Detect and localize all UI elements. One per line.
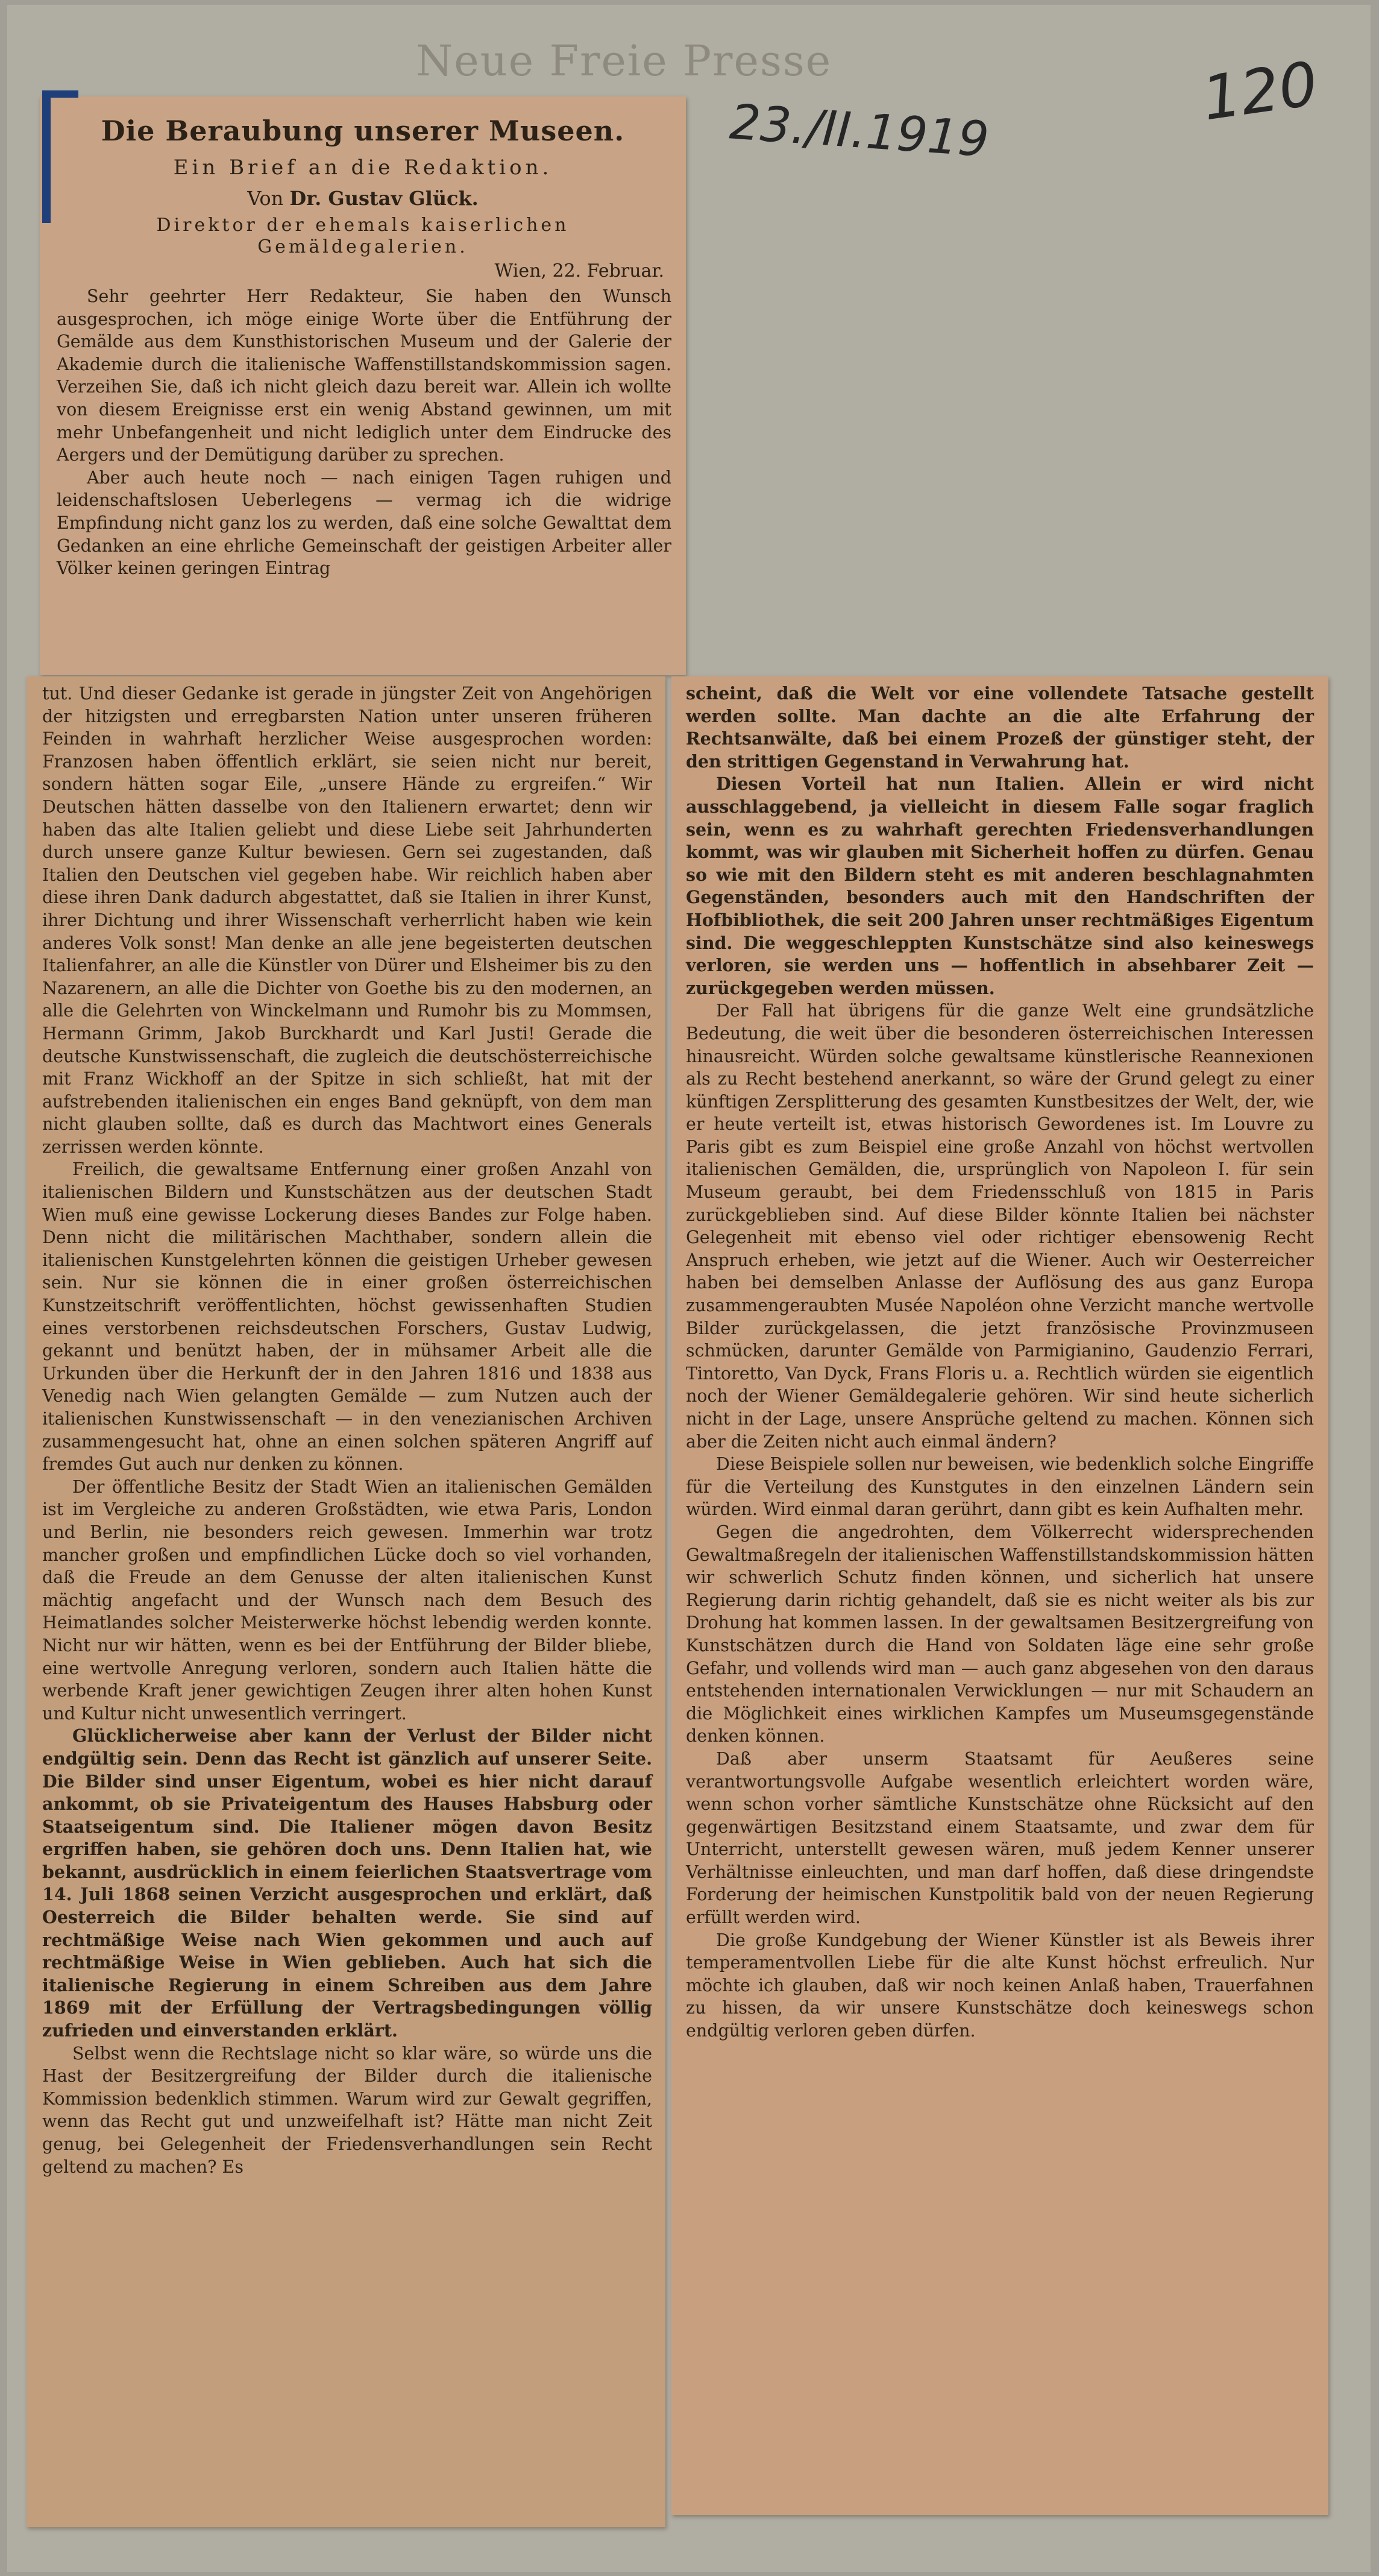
paragraph: Der öffentliche Besitz der Stadt Wien an italienischen Gemälden ist im Vergleiche zu anderen Großstädten, wie etwa Paris, London und Berlin, nie besonders reich gewesen. Immerhin war trotz mancher großen und empfindlichen Lücke doch so viel vorhanden, daß die Freude an dem Genusse der alten italienischen Kunst mächtig angefacht und der Wunsch nach dem Besuch des Heimatlandes solcher Meisterwerke höchst lebendig werden konnte. Nicht nur wir hätten, wenn es bei der Entführung der Bilder bliebe, eine wertvolle Anregung verloren, sondern auch Italien hätte die werbende Kraft jener gewichtigen Zeugen ihrer alten hohen Kunst und Kultur nicht unwesentlich verringert. bbox=[42, 1476, 652, 1724]
author-position: Direktor der ehemals kaiserlichen Gemäldegalerien. bbox=[156, 215, 570, 257]
article-dateline: Wien, 22. Februar. bbox=[494, 260, 664, 282]
paragraph: tut. Und dieser Gedanke ist gerade in jüngster Zeit von Angehörigen der hitzigsten und erregbarsten Nation unter unseren früheren Feinden in wahrhaft herzlicher Weise ausgesprochen worden: Franzosen haben öffentlich erklärt, sie seien nicht nur bereit, sondern hätten sogar Eile, „unsere Hände zu ergreifen.“ Wir Deutschen hätten dasselbe von den Italienern erwartet; denn wir haben das alte Italien geliebt und diese Liebe seit Jahrhunderten durch unsere ganze Kultur bewiesen. Gern sei zugestanden, daß Italien den Deutschen viel gegeben habe. Wir reichlich haben aber diese ihren Dank dadurch abgestattet, daß sie Italien in ihrer Kunst, ihrer Dichtung und ihrer Wissenschaft verherrlicht haben wie kein anderes Volk sonst! Man denke an alle jene begeisterten deutschen Italienfahrer, an alle die Künstler von Dürer und Elsheimer bis zu den Nazarenern, an alle die Dichter von Goethe bis zu den modernen, an alle die Gelehrten von Winckelmann und Rumohr bis zu Mommsen, Hermann Grimm, Jakob Burckhardt und Karl Justi! Gerade die deutsche Kunstwissenschaft, die zugleich die deutschösterreichische mit Franz Wickhoff an der Spitze in sich schließt, hat mit der aufstrebenden italienischen ein enges Band geknüpft, von dem man nicht glauben sollte, daß es durch das Machtwort eines Generals zerrissen werden könnte. bbox=[42, 684, 652, 1157]
article-byline bbox=[40, 187, 686, 210]
paragraph: scheint, daß die Welt vor eine vollendete Tatsache gestellt werden sollte. Man dachte an die alte Erfahrung der Rechtsanwälte, daß bei einem Prozeß der günstiger steht, der den strittigen Gegenstand in Verwahrung hat. bbox=[686, 683, 1314, 772]
blue-pencil-mark-top bbox=[42, 90, 78, 98]
article-subtitle: Ein Brief an die Redaktion. bbox=[173, 156, 553, 180]
clipping-left-column bbox=[27, 676, 665, 2527]
head-body bbox=[40, 285, 686, 580]
clipping-right-column bbox=[671, 676, 1328, 2515]
paragraph: Diese Beispiele sollen nur beweisen, wie bedenklich solche Eingriffe für die Verteilung des Kunstgutes in den einzelnen Ländern sein würden. Wird einmal daran gerührt, dann gibt es kein Aufhalten mehr. bbox=[686, 1454, 1314, 1520]
paragraph: Diesen Vorteil hat nun Italien. Allein er wird nicht ausschlaggebend, ja vielleicht in diesem Falle sogar fraglich sein, wenn es zu wahrhaft gerechten Friedensverhandlungen kommt, was wir glauben mit Sicherheit hoffen zu dürfen. Genau so wie mit den Bildern steht es mit anderen beschlagnahmten Gegenständen, besonders auch mit den Handschriften der Hofbibliothek, die seit 200 Jahren unser rechtmäßiges Eigentum sind. Die weggeschleppten Kunstschätze sind also keineswegs verloren, sie werden uns — hoffentlich in absehbarer Zeit — zurückgegeben werden müssen. bbox=[686, 773, 1314, 998]
paragraph: Freilich, die gewaltsame Entfernung einer großen Anzahl von italienischen Bildern und Kunstschätzen aus der deutschen Stadt Wien muß eine gewisse Lockerung dieses Bandes zur Folge haben. Denn nicht die militärischen Machthaber, sondern allein die italienischen Kunstgelehrten können die geistigen Urheber gewesen sein. Nur sie können die in einer großen österreichischen Kunstzeitschrift veröffentlichten, höchst gewissenhaften Studien eines verstorbenen reichsdeutschen Forschers, Gustav Ludwig, gekannt und benützt haben, der in mühsamer Arbeit alle die Urkunden über die Herkunft der in den Jahren 1816 und 1838 aus Venedig nach Wien gelangten Gemälde — zum Nutzen auch der italienischen Kunstwissenschaft — in den venezianischen Archiven zusammengesucht hat, ohne an einen solchen späteren Angriff auf fremdes Gut auch nur denken zu können. bbox=[42, 1159, 652, 1475]
paragraph: Gegen die angedrohten, dem Völkerrecht widersprechenden Gewaltmaßregeln der italienischen Waffenstillstandskommission hätten wir schwerlich Schutz finden können, und sicherlich hat unsere Regierung darin richtig gehandelt, daß sie es nicht weiter als bis zur Drohung hat kommen lassen. In der gewaltsamen Besitzergreifung von Kunstschätzen durch die Hand von Soldaten läge eine sehr große Gefahr, und vollends wird man — auch ganz abgesehen von den daraus entstehenden internationalen Verwicklungen — nur mit Schaudern an die Möglichkeit eines wirklichen Kampfes um Museumsgegenstände denken können. bbox=[686, 1522, 1314, 1746]
right-column-body bbox=[671, 676, 1328, 2042]
byline-author: Dr. Gustav Glück. bbox=[289, 187, 479, 210]
byline-prefix: Von bbox=[247, 187, 284, 210]
left-column-body bbox=[27, 676, 665, 2178]
paragraph: Sehr geehrter Herr Redakteur, Sie haben den Wunsch ausgesprochen, ich möge einige Worte über die Entführung der Gemälde aus dem Kunsthistorischen Museum und der Galerie der Akademie durch die italienische Waffenstillstandskommission sagen. Verzeihen Sie, daß ich nicht gleich dazu bereit war. Allein ich wollte von diesem Ereignisse erst ein wenig Abstand gewinnen, um mit mehr Unbefangenheit und nicht lediglich unter dem Eindrucke des Aergers und der Demütigung darüber zu sprechen. bbox=[57, 286, 671, 465]
paragraph: Glücklicherweise aber kann der Verlust der Bilder nicht endgültig sein. Denn das Recht ist gänzlich auf unserer Seite. Die Bilder sind unser Eigentum, wobei es hier nicht darauf ankommt, ob sie Privateigentum des Hauses Habsburg oder Staatseigentum sind. Die Italiener mögen davon Besitz ergriffen haben, sie gehören doch uns. Denn Italien hat, wie bekannt, ausdrücklich in einem feierlichen Staatsvertrage vom 14. Juli 1868 seinen Verzicht ausgesprochen und erklärt, daß Oesterreich die Bilder behalten werde. Sie sind auf rechtmäßige Weise nach Wien gekommen und auch auf rechtmäßige Weise in Wien geblieben. Auch hat sich die italienische Regierung in einem Schreiben aus dem Jahre 1869 mit der Erfüllung der Vertragsbedingungen völlig zufrieden und einverstanden erklärt. bbox=[42, 1725, 652, 2041]
handwritten-number: 120 bbox=[1198, 48, 1322, 134]
paragraph: Selbst wenn die Rechtslage nicht so klar wäre, so würde uns die Hast der Besitzergreifung der Bilder durch die italienische Kommission bedenklich stimmen. Warum wird zur Gewalt gegriffen, wenn das Recht gut und unzweifelhaft ist? Hätte man nicht Zeit genug, bei Gelegenheit der Friedensverhandlungen sein Recht geltend zu machen? Es bbox=[42, 2043, 652, 2177]
paragraph: Der Fall hat übrigens für die ganze Welt eine grundsätzliche Bedeutung, die weit über die besonderen österreichischen Interessen hinausreicht. Würden solche gewaltsame künstlerische Reannexionen als zu Recht bestehend anerkannt, so wäre der Grund gelegt zu einer künftigen Zersplitterung des gesamten Kunstbesitzes der Welt, der, wie er heute verteilt ist, etwas historisch Gewordenes ist. Im Louvre zu Paris gibt es zum Beispiel eine große Anzahl von höchst wertvollen italienischen Gemälden, die, ursprünglich von Napoleon I. für sein Museum geraubt, bei dem Friedensschluß von 1815 in Paris zurückgeblieben sind. Auf diese Bilder könnte Italien bei nächster Gelegenheit mit ebenso viel oder richtiger ebensowenig Recht Anspruch erheben, wie jetzt auf die Wiener. Auch wir Oesterreicher haben bei demselben Anlasse der Auflösung des aus ganz Europa zusammengeraubten Musée Napoléon ohne Verzicht manche wertvolle Bilder zurückgelassen, die jetzt französische Provinzmuseen schmücken, darunter Gemälde von Parmigianino, Gaudenzio Ferrari, Tintoretto, Van Dyck, Frans Floris u. a. Rechtlich würden sie eigentlich noch der Wiener Gemäldegalerie gehören. Wir sind heute sicherlich nicht in der Lage, unsere Ansprüche geltend zu machen. Können sich aber die Zeiten nicht auch einmal ändern? bbox=[686, 1001, 1314, 1452]
handwritten-date: 23./II.1919 bbox=[727, 93, 991, 168]
clipping-head bbox=[40, 96, 686, 675]
paragraph: Die große Kundgebung der Wiener Künstler ist als Beweis ihrer temperamentvollen Liebe für die alte Kunst höchst erfreulich. Nur möchte ich glauben, daß wir noch keinen Anlaß haben, Trauerfahnen zu hissen, da wir unsere Kunstschätze doch keineswegs schon endgültig verloren geben dürfen. bbox=[686, 1930, 1314, 2041]
paragraph: Daß aber unserm Staatsamt für Aeußeres seine verantwortungsvolle Aufgabe wesentlich erleichtert worden wäre, wenn schon vorher sämtliche Kunstschätze ohne Rücksicht auf den gegenwärtigen Besitzstand einem Staatsamte, und zwar dem für Unterricht, unterstellt gewesen wären, muß jedem Kenner unserer Verhältnisse einleuchten, und man darf hoffen, daß diese dringendste Forderung der heimischen Kunstpolitik bald von der neuen Regierung erfüllt werden wird. bbox=[686, 1748, 1314, 1928]
article-title: Die Beraubung unserer Museen. bbox=[101, 115, 625, 147]
newspaper-masthead: Neue Freie Presse bbox=[416, 36, 832, 78]
paragraph: Aber auch heute noch — nach einigen Tagen ruhigen und leidenschaftslosen Ueberlegens — vermag ich die widrige Empfindung nicht ganz los zu werden, daß eine solche Gewalttat dem Gedanken an eine ehrliche Gemeinschaft der geistigen Arbeiter aller Völker keinen geringen Eintrag bbox=[57, 467, 671, 579]
blue-pencil-mark bbox=[42, 90, 51, 223]
